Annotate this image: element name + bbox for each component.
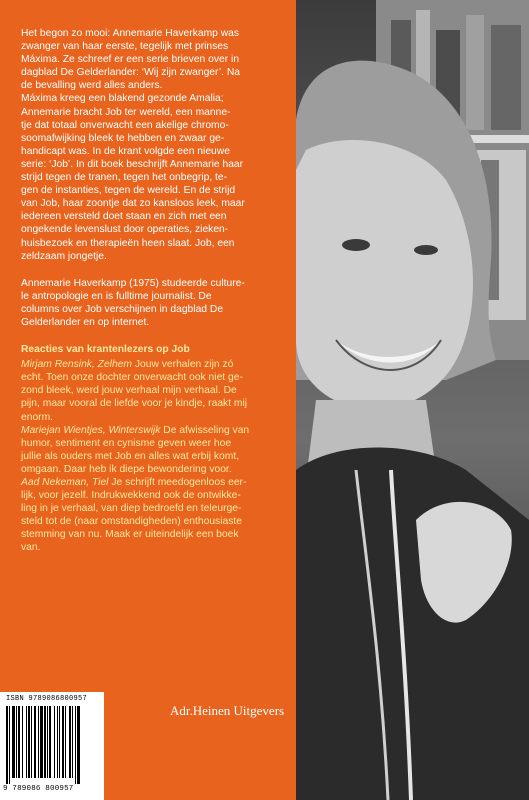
blurb-line: zeldzaam jongetje. bbox=[21, 250, 107, 262]
reviewer-name: Mariejan Wientjes, Winterswijk bbox=[21, 424, 161, 436]
reader-reviews bbox=[21, 343, 305, 555]
barcode-bar bbox=[26, 706, 27, 778]
blurb-line: de bevalling werd alles anders. bbox=[21, 80, 163, 92]
barcode-block bbox=[0, 692, 104, 800]
barcode-bar bbox=[65, 706, 66, 778]
review-line: enorm. bbox=[21, 411, 54, 423]
review-line: van. bbox=[21, 542, 41, 554]
review-line: steld tot de (naar omstandigheden) enthousiaste bbox=[21, 516, 242, 528]
review-text: Jouw verhalen zijn zó bbox=[132, 359, 234, 371]
review-line: zond bleek, werd jouw verhaal mijn verhaal. De bbox=[21, 385, 237, 397]
barcode-bar bbox=[69, 706, 71, 778]
author-portrait-photo bbox=[296, 0, 529, 800]
blurb-line: Annemarie bracht Job ter wereld, een manne- bbox=[21, 106, 231, 118]
barcode-bar bbox=[40, 706, 43, 778]
barcode-bar bbox=[12, 706, 15, 778]
blurb-line: iedereen versteld doet staan en zich met een bbox=[21, 211, 227, 223]
barcode-bar bbox=[38, 706, 39, 778]
reviews-list bbox=[21, 358, 305, 554]
review-line: stemming van nu. Maak er uiteindelijk een boek bbox=[21, 529, 239, 541]
barcode-bar bbox=[54, 706, 55, 778]
barcode-bar bbox=[22, 706, 23, 778]
barcode-bar bbox=[44, 706, 46, 778]
blurb-line: Máxima. Ze schreef er een serie brieven over in bbox=[21, 54, 240, 66]
review-line: omgaan. Daar heb ik diepe bewondering voor. bbox=[21, 463, 232, 475]
author-bio-line: Gelderlander en op internet. bbox=[21, 316, 150, 328]
review-line: humor, sentiment en cynisme geven weer hoe bbox=[21, 437, 232, 449]
blurb-line: van Job, haar zoontje dat zo kansloos leek, maar bbox=[21, 198, 245, 210]
author-bio-line: Annemarie Haverkamp (1975) studeerde culture- bbox=[21, 277, 245, 289]
review-first-line bbox=[21, 476, 305, 489]
back-cover-text bbox=[21, 27, 305, 555]
blurb-line: handicapt was. In de krant volgde een nieuwe bbox=[21, 145, 230, 157]
barcode-bar bbox=[77, 706, 80, 784]
barcode-bar bbox=[49, 706, 51, 778]
barcode-bar bbox=[59, 706, 60, 778]
review-first-line bbox=[21, 358, 305, 371]
barcode-bar bbox=[62, 706, 64, 778]
review-line: ling in je verhaal, van diep bedroefd en teleurge- bbox=[21, 503, 242, 515]
blurb-line: Máxima kreeg een blakend gezonde Amalia; bbox=[21, 93, 224, 105]
blurb-line: tje dat totaal onverwacht een akelige chromo- bbox=[21, 119, 229, 131]
barcode-bar bbox=[72, 706, 73, 778]
review-item bbox=[21, 424, 305, 476]
barcode-bar bbox=[9, 706, 10, 784]
isbn-label: ISBN 9789086800957 bbox=[6, 695, 88, 703]
barcode-bars bbox=[6, 706, 98, 784]
author-bio-paragraph bbox=[21, 277, 305, 329]
barcode-bar bbox=[47, 706, 48, 778]
publisher-name: Adr.Heinen Uitgevers bbox=[170, 703, 285, 718]
author-bio-line: le antropologie en is fulltime journalist. De bbox=[21, 290, 212, 302]
blurb-line: zwanger van haar eerste, tegelijk met prinses bbox=[21, 41, 229, 53]
blurb-paragraph bbox=[21, 27, 305, 263]
barcode-bar bbox=[6, 706, 8, 784]
barcode-bar bbox=[18, 706, 20, 778]
review-first-line bbox=[21, 424, 305, 437]
review-text: De afwisseling van bbox=[160, 424, 250, 436]
blurb-line: huisbezoek en therapieën heen slaat. Job, een bbox=[21, 237, 235, 249]
review-text: Je schrijft meedogenloos eer- bbox=[108, 477, 247, 488]
blurb-line: ongekende levenslust door operaties, zieken- bbox=[21, 224, 229, 236]
blurb-line: dagblad De Gelderlander: ‘Wij zijn zwanger’. Na bbox=[21, 67, 241, 79]
review-line: jullie als ouders met Job en alles wat erbij komt, bbox=[21, 450, 240, 462]
blurb-line: strijd tegen de tranen, tegen het onbegrip, te- bbox=[21, 172, 228, 184]
barcode-bar bbox=[31, 706, 32, 778]
reviews-heading: Reacties van krantenlezers op Job bbox=[21, 344, 190, 356]
barcode-bar bbox=[75, 706, 76, 784]
barcode-bar bbox=[16, 706, 17, 778]
barcode-bar bbox=[34, 706, 36, 778]
portrait-illustration bbox=[296, 0, 529, 800]
barcode-bar bbox=[28, 706, 30, 778]
review-item bbox=[21, 358, 305, 423]
author-bio-line: columns over Job verschijnen in dagblad De bbox=[21, 303, 224, 315]
reviewer-name: Mirjam Rensink, Zelhem bbox=[21, 359, 133, 371]
blurb-line: Het begon zo mooi: Annemarie Haverkamp was bbox=[21, 28, 240, 39]
blurb-line: serie: ‘Job’. In dit boek beschrijft Annemarie haar bbox=[21, 158, 244, 170]
review-line: lijk, voor jezelf. Indrukwekkend ook de ontwikke- bbox=[21, 490, 241, 502]
reviewer-name: Aad Nekeman, Tiel bbox=[21, 477, 109, 488]
blurb-line: soomafwijking bleek te hebben en zwaar ge- bbox=[21, 132, 225, 144]
review-line: echt. Toen onze dochter onverwacht ook niet ge- bbox=[21, 372, 243, 384]
barcode-bar bbox=[57, 706, 58, 778]
review-item bbox=[21, 476, 305, 555]
review-line: pijn, maar vooral de liefde voor je kindje, raakt mij bbox=[21, 398, 248, 410]
blurb-line: gen de instanties, tegen de wereld. En de strijd bbox=[21, 185, 236, 197]
barcode-digits: 9 789086 800957 bbox=[3, 785, 74, 793]
